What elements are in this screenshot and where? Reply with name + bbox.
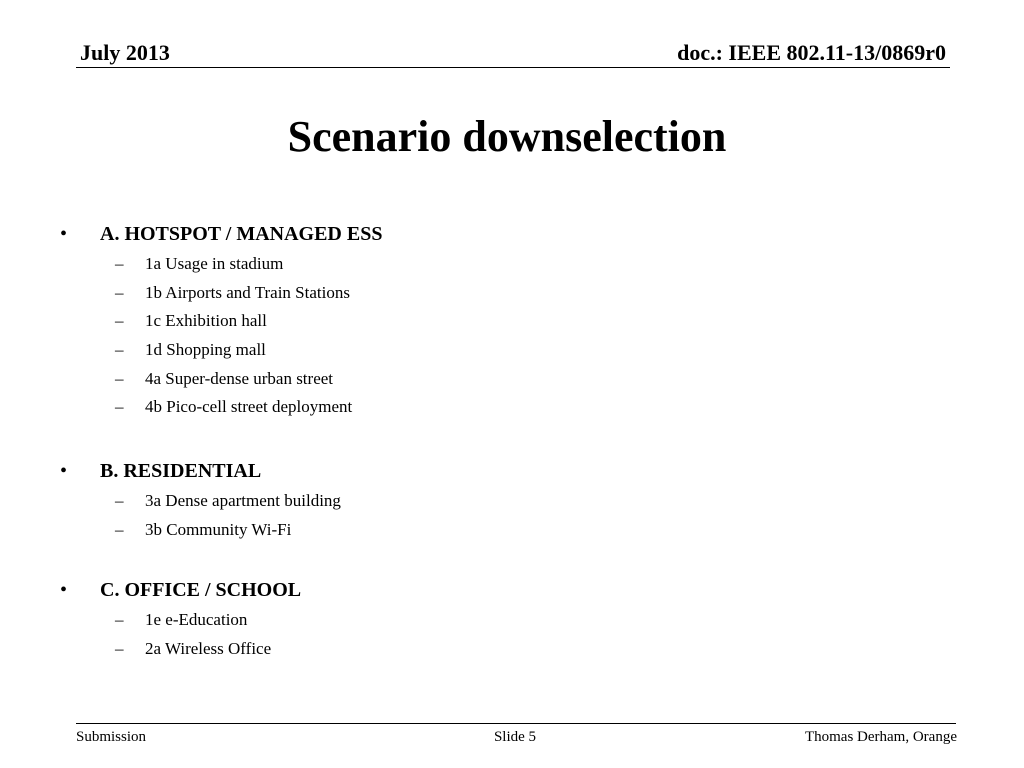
dash-marker: –: [115, 369, 124, 388]
dash-marker: –: [115, 254, 124, 273]
list-item: [115, 253, 284, 275]
dash-marker: –: [115, 311, 124, 330]
dash-marker: –: [115, 283, 124, 302]
list-item: [115, 282, 350, 304]
list-item: [115, 490, 341, 512]
dash-marker: –: [115, 491, 124, 510]
dash-marker: –: [115, 397, 124, 416]
list-item-label: 3b Community Wi-Fi: [145, 520, 292, 539]
bullet-marker: •: [60, 460, 68, 482]
list-item: [115, 310, 267, 332]
list-item: [115, 368, 334, 390]
bullet-marker: •: [60, 579, 68, 601]
list-item-label: 1d Shopping mall: [145, 340, 266, 359]
list-item: [115, 519, 292, 541]
list-item-label: 3a Dense apartment building: [145, 491, 341, 510]
section-heading-label: A. HOTSPOT / MANAGED ESS: [100, 223, 383, 245]
dash-marker: –: [115, 610, 124, 629]
bullet-marker: •: [60, 223, 68, 245]
list-item-label: 1e e-Education: [145, 610, 248, 629]
slide-title: Scenario downselection: [287, 112, 727, 161]
list-item-label: 1b Airports and Train Stations: [145, 283, 350, 302]
header-date: July 2013: [80, 40, 170, 65]
footer-author: Thomas Derham, Orange: [804, 729, 957, 745]
header-divider: [76, 67, 950, 68]
section-heading-hotspot: [60, 222, 383, 246]
list-item: [115, 638, 272, 660]
section-heading-residential: [60, 459, 262, 483]
list-item-label: 1a Usage in stadium: [145, 254, 284, 273]
header-doc-id: doc.: IEEE 802.11-13/0869r0: [677, 40, 946, 65]
dash-marker: –: [115, 639, 124, 658]
dash-marker: –: [115, 520, 124, 539]
section-heading-office-school: [60, 578, 302, 602]
list-item-label: 4b Pico-cell street deployment: [145, 397, 353, 416]
list-item-label: 1c Exhibition hall: [145, 311, 267, 330]
list-item-label: 2a Wireless Office: [145, 639, 272, 658]
section-heading-label: B. RESIDENTIAL: [100, 460, 262, 482]
list-item: [115, 396, 353, 418]
footer-slide-number: Slide 5: [493, 729, 537, 745]
footer-submission: Submission: [76, 729, 147, 745]
list-item: [115, 339, 266, 361]
list-item-label: 4a Super-dense urban street: [145, 369, 334, 388]
dash-marker: –: [115, 340, 124, 359]
section-heading-label: C. OFFICE / SCHOOL: [100, 579, 302, 601]
footer-divider: [76, 723, 956, 724]
list-item: [115, 609, 248, 631]
